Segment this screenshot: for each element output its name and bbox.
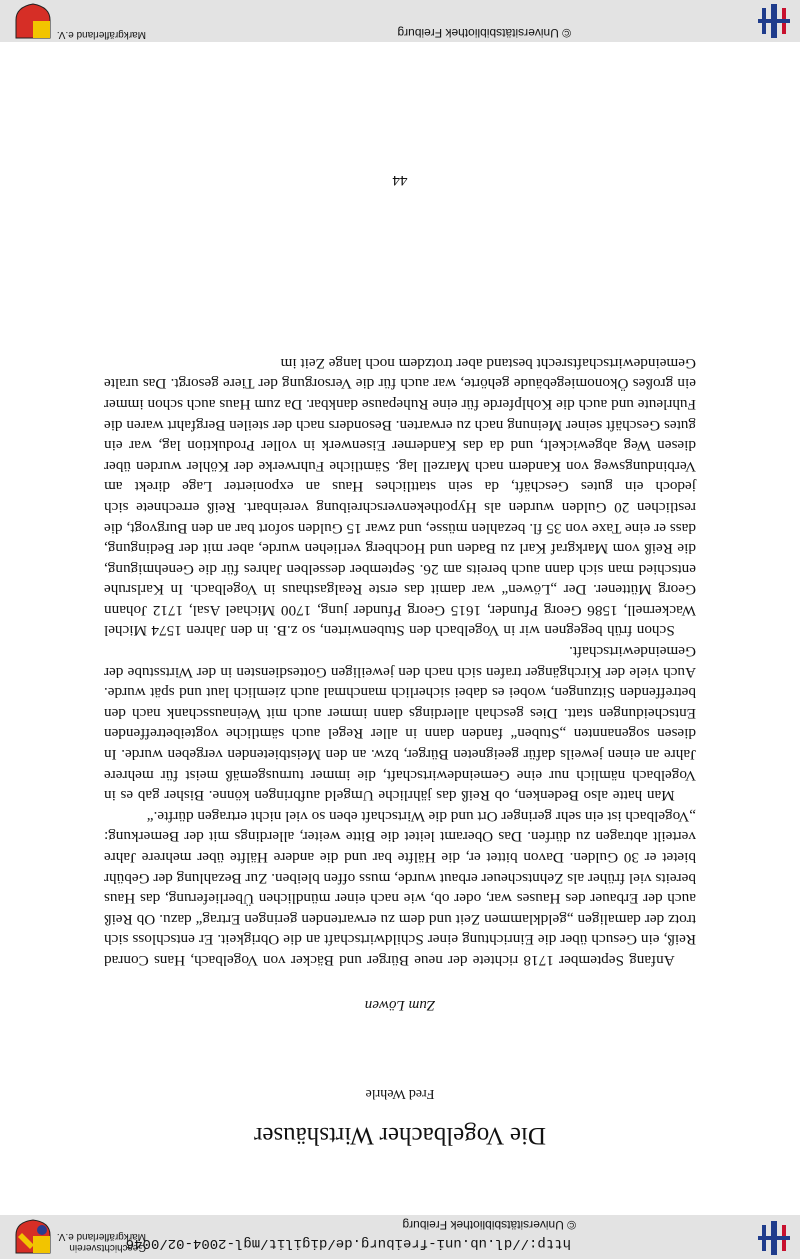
viewer-footer-bar (0, 0, 800, 42)
document-url-link[interactable]: http://dl.ub.uni-freiburg.de/digilit/mgl-2004-02/0046 (125, 1235, 571, 1251)
paragraph: Man hatte also Bedenken, ob Reiß das jährliche Umgeld aufbringen könne. Bisher gab es in Vogelbach nämlich nur eine Gemeindewirtschaft, die immer turnusgemäß meist für mehrere Jahre an einen jeweils dafür geeigneten Bürger, bzw. an den Meistbietenden vergeben wurde. In diesen sogenannten „Stuben“ fanden dann in aller Regel auch sämtliche vogteibetreffenden Entscheidungen statt. Dies geschah allerdings dann immer auch mit Weinausschank nach den betreffenden Sitzungen, wobei es dabei sicherlich manchmal auch ziemlich laut und spät wurde. Auch viele der Kirchgänger trafen sich nach den jeweiligen Gottesdiensten in der Wirtsstube der Gemeindewirtschaft. (104, 643, 696, 805)
section-subtitle: Zum Löwen (364, 997, 436, 1013)
footer-copyright-text: © Universitätsbibliothek Freiburg (397, 26, 571, 40)
viewer-header-bar (0, 1215, 800, 1259)
paragraph: Schon früh begegnen wir in Vogelbach den Stubenwirten, so z.B. in den Jahren 1574 Michel Wackernell, 1586 Georg Pfunder, 1615 Georg Pfunder jung, 1700 Michael Asal, 1712 Johann Georg Müttener. Der „Löwen“ war damit das erste Realgasthaus in Vogelbach. In Karlsruhe entschied man sich dann auch bereits am 26. September desselben Jahres für die Genehmigung, die Reiß vom Markgraf Karl zu Baden und Hochberg verliehen wurde, aber mit der Bedingung, dass er eine Taxe von 35 fl. bezahlen müsse, und zwar 15 Gulden sofort bar an den Burgvogt, die restlichen 20 Gulden wurden als Hypothekenverschreibung vereinbart. Reiß errechnete sich jedoch ein gutes Geschäft, da sein stattliches Haus an exponierter Lage direkt am Verbindungsweg von Kandern nach Marzell lag. Sämtliche Fuhrwerke der Köhler wurden über diesen Weg abgewickelt, und da das Kanderner Eisenwerk in voller Produktion lag, war ein gutes Geschäft seiner Meinung nach zu erwarten. Besonders nach der steilen Bergfahrt waren die Fuhrleute und auch die Kohlpferde für eine Ruhepause dankbar. Da zum Haus auch schon immer ein großes Ökonomiegebäude gehörte, war auch für die Versorgung der Tiere gesorgt. Das uralte Gemeindewirtschaftsrecht bestand aber trotzdem noch lange Zeit im (104, 354, 696, 640)
society-line-2: Markgräflerland e.V. (56, 1231, 146, 1242)
page-number: 44 (392, 172, 408, 188)
society-line-1: Geschichtsverein (69, 1242, 146, 1253)
paragraph: Anfang September 1718 richtete der neue Bürger und Bäcker von Vogelbach, Hans Conrad Reiß, ein Gesuch über die Einrichtung einer Schildwirtschaft an die Obrigkeit. Er entschloss sich trotz der damaligen „geldklammen Zeit und dem zu erwartenden geringen Ertrag“ dazu. Ob Reiß auch der Erbauer des Hauses war, oder ob, wie nach einer mündlichen Überlieferung, das Haus bereits viel früher als Zehntscheuer erbaut wurde, muss offen bleiben. Zur Bezahlung der Gebühr bietet er 30 Gulden. Davon bittet er, die Hälfte bar und die andere Hälfte über mehrere Jahre verteilt abtragen zu dürfen. Das Oberamt leitet die Bitte weiter, allerdings mit der Bemerkung: „Vogelbach ist ein sehr geringer Ort und die Wirtschaft eben so viel nicht ertragen dürfte.“ (104, 807, 696, 969)
article-author: Fred Wehrle (365, 1086, 435, 1101)
copyright-text: © Universitätsbibliothek Freiburg (402, 1218, 576, 1232)
footer-society-name: Markgräflerland e.V. (56, 29, 146, 40)
coat-of-arms-icon (14, 2, 52, 40)
article-body (104, 352, 696, 970)
society-name (57, 1231, 146, 1253)
university-library-logo-icon (756, 2, 792, 40)
coat-of-arms-icon (14, 1219, 52, 1255)
university-library-logo-icon (756, 1219, 792, 1257)
article-title: Die Vogelbacher Wirtshäuser (254, 1122, 546, 1149)
